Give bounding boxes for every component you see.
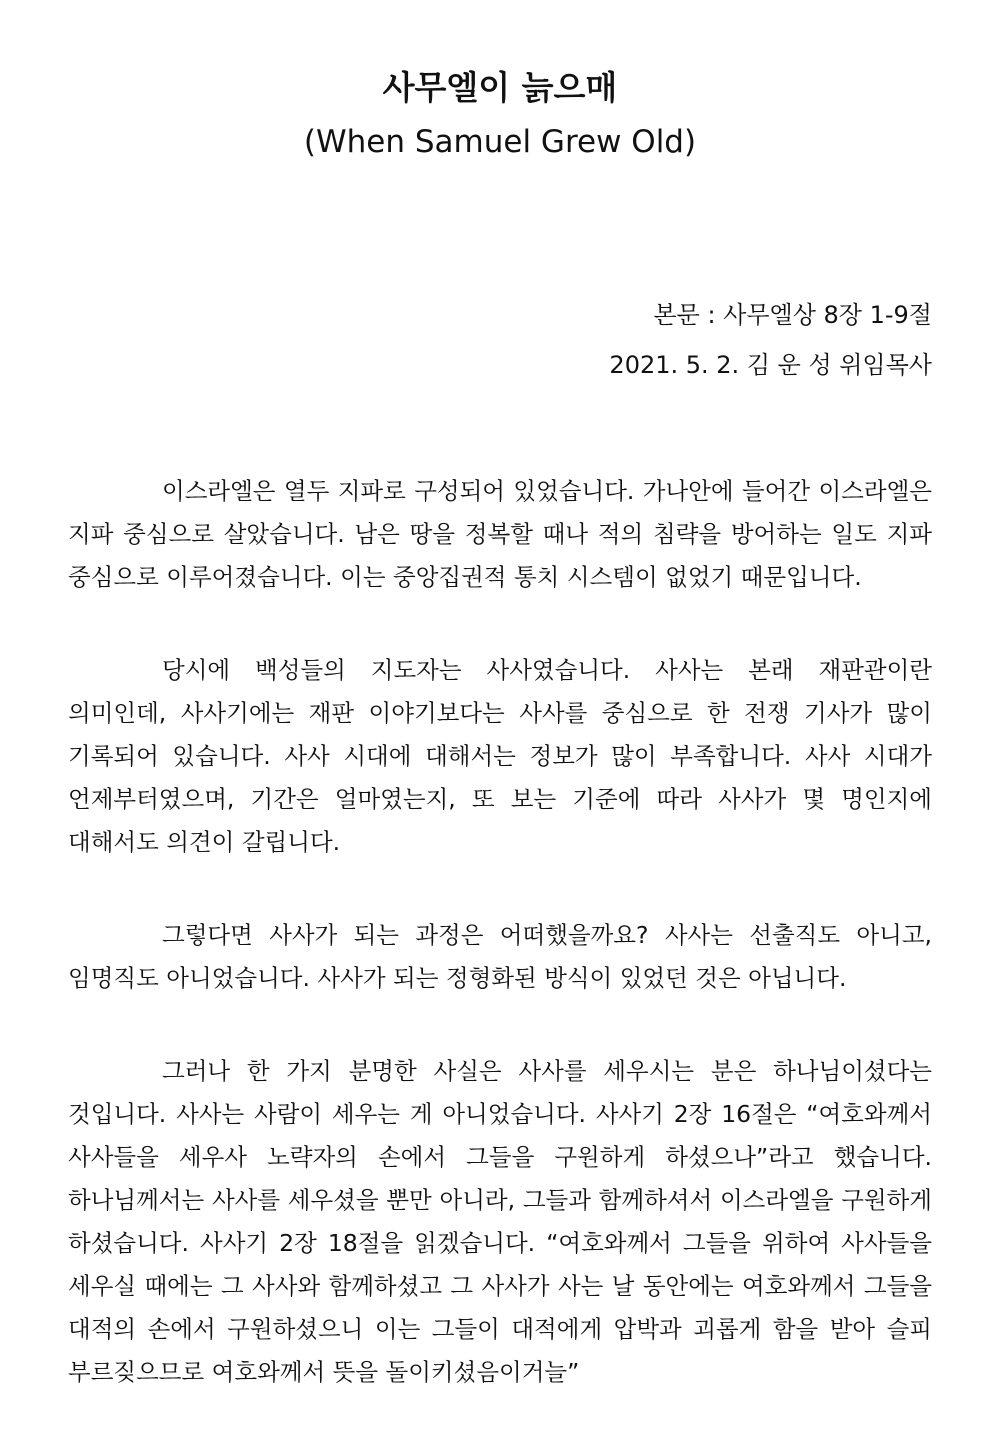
paragraph-3: 그렇다면 사사가 되는 과정은 어떠했을까요? 사사는 선출직도 아니고, 임명직도 아니었습니다. 사사가 되는 정형화된 방식이 있었던 것은 아닙니다.	[68, 921, 932, 992]
sermon-meta	[609, 290, 932, 390]
date-author: 2021. 5. 2. 김 운 성 위임목사	[609, 351, 932, 379]
paragraph-4: 그러나 한 가지 분명한 사실은 사사를 세우시는 분은 하나님이셨다는 것입니다. 사사는 사람이 세우는 게 아니었습니다. 사사기 2장 16절은 “여호와께서 사사들을 세우사 노략자의 손에서 그들을 구원하게 하셨으나”라고 했습니다. 하나님께서는 사사를 세우셨을 뿐만 아니라, 그들과 함께하셔서 이스라엘을 구원하게 하셨습니다. 사사기 2장 18절을 읽겠습니다. “여호와께서 그들을 위하여 사사들을 세우실 때에는 그 사사와 함께하셨고 그 사사가 사는 날 동안에는 여호와께서 그들을 대적의 손에서 구원하셨으니 이는 그들이 대적에게 압박과 괴롭게 함을 받아 슬피 부르짖으므로 여호와께서 뜻을 돌이키셨음이거늘”	[68, 1057, 932, 1386]
title-block	[0, 60, 1000, 168]
sermon-subtitle: (When Samuel Grew Old)	[303, 124, 697, 160]
scripture-reference: 본문 : 사무엘상 8장 1-9절	[653, 301, 932, 329]
paragraph-2: 당시에 백성들의 지도자는 사사였습니다. 사사는 본래 재판관이란 의미인데, 사사기에는 재판 이야기보다는 사사를 중심으로 한 전쟁 기사가 많이 기록되어 있습니다. 사사 시대에 대해서는 정보가 많이 부족합니다. 사사 시대가 언제부터였으며, 기간은 얼마였는지, 또 보는 기준에 따라 사사가 몇 명인지에 대해서도 의견이 갈립니다.	[68, 656, 932, 856]
sermon-body	[68, 470, 932, 1444]
paragraph-1: 이스라엘은 열두 지파로 구성되어 있었습니다. 가나안에 들어간 이스라엘은 지파 중심으로 살았습니다. 남은 땅을 정복할 때나 적의 침략을 방어하는 일도 지파 중심으로 이루어졌습니다. 이는 중앙집권적 통치 시스템이 없었기 때문입니다.	[68, 477, 932, 591]
sermon-title: 사무엘이 늙으매	[382, 68, 618, 107]
